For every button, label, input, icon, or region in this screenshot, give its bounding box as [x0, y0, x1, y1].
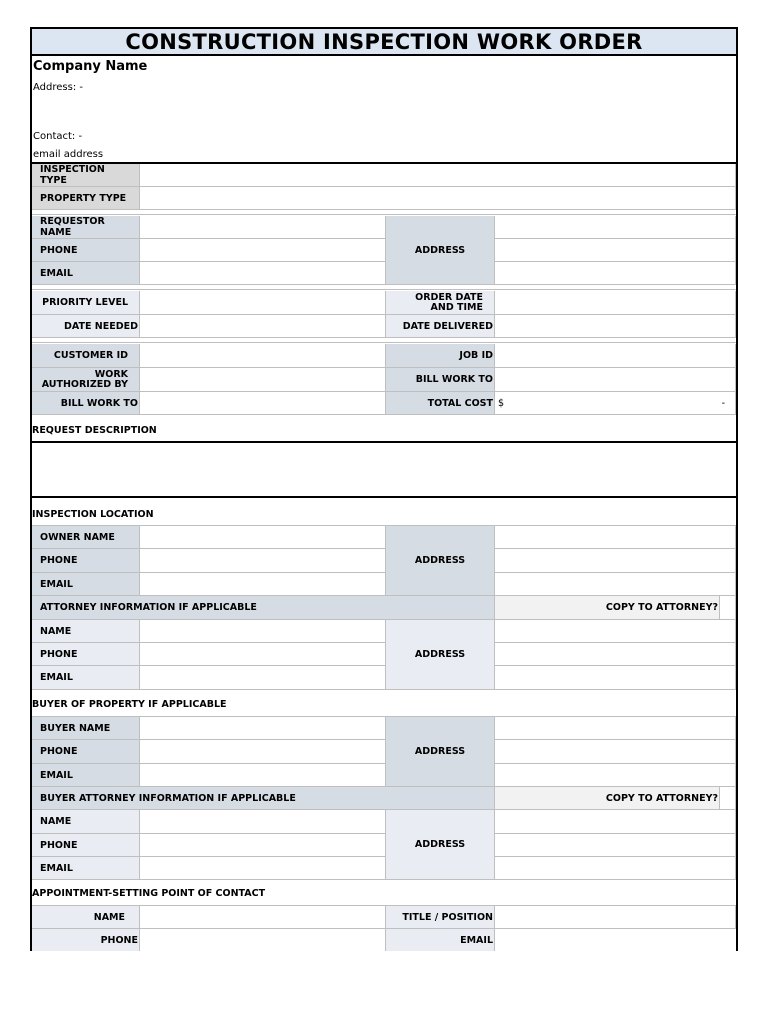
- attorney-phone-label: PHONE: [32, 643, 140, 666]
- buyer-address-line-3[interactable]: [495, 764, 736, 787]
- customer-id-label: CUSTOMER ID: [32, 344, 140, 368]
- divider: [32, 289, 736, 290]
- buyer-address-label: ADDRESS: [386, 717, 495, 787]
- owner-address-line-3[interactable]: [495, 573, 736, 596]
- buyer-attorney-address-line-2[interactable]: [495, 834, 736, 857]
- buyer-of-property-heading: BUYER OF PROPERTY IF APPLICABLE: [32, 699, 227, 710]
- requestor-address-line-3[interactable]: [495, 262, 736, 285]
- contact-phone-field[interactable]: [140, 929, 386, 951]
- attorney-email-field[interactable]: [140, 666, 386, 690]
- job-id-field[interactable]: [495, 344, 736, 368]
- title-position-label: TITLE / POSITION: [386, 906, 495, 929]
- attorney-name-label: NAME: [32, 620, 140, 643]
- bill-work-to-label-left: BILL WORK TO: [32, 392, 140, 415]
- owner-phone-label: PHONE: [32, 549, 140, 573]
- attorney-phone-field[interactable]: [140, 643, 386, 666]
- bill-work-to-field-right[interactable]: [495, 368, 736, 392]
- contact-name-label: NAME: [32, 906, 140, 929]
- contact-email-field[interactable]: [495, 929, 736, 951]
- buyer-attorney-phone-label: PHONE: [32, 834, 140, 857]
- buyer-email-label: EMAIL: [32, 764, 140, 787]
- buyer-attorney-email-label: EMAIL: [32, 857, 140, 880]
- total-cost-value: -: [721, 397, 725, 409]
- buyer-attorney-phone-field[interactable]: [140, 834, 386, 857]
- attorney-address-line-3[interactable]: [495, 666, 736, 690]
- total-cost-field[interactable]: [495, 392, 736, 415]
- owner-email-label: EMAIL: [32, 573, 140, 596]
- date-needed-field[interactable]: [140, 315, 386, 338]
- owner-address-line-1[interactable]: [495, 526, 736, 549]
- order-date-time-label: ORDER DATE AND TIME: [386, 291, 495, 315]
- requestor-phone-field[interactable]: [140, 239, 386, 262]
- attorney-email-label: EMAIL: [32, 666, 140, 690]
- buyer-attorney-email-field[interactable]: [140, 857, 386, 880]
- attorney-address-label: ADDRESS: [386, 620, 495, 690]
- work-order-form: [30, 27, 738, 951]
- company-name: Company Name: [33, 59, 148, 74]
- company-address: Address: -: [33, 82, 83, 93]
- request-description-heading: REQUEST DESCRIPTION: [32, 424, 157, 436]
- inspection-type-label: INSPECTION TYPE: [32, 164, 140, 187]
- owner-phone-field[interactable]: [140, 549, 386, 573]
- owner-name-label: OWNER NAME: [32, 526, 140, 549]
- total-cost-label: TOTAL COST: [386, 392, 495, 415]
- attorney-address-line-1[interactable]: [495, 620, 736, 643]
- date-needed-label: DATE NEEDED: [32, 315, 140, 338]
- contact-name-field[interactable]: [140, 906, 386, 929]
- requestor-phone-label: PHONE: [32, 239, 140, 262]
- attorney-address-line-2[interactable]: [495, 643, 736, 666]
- customer-id-field[interactable]: [140, 344, 386, 368]
- buyer-name-field[interactable]: [140, 717, 386, 740]
- inspection-location-heading: INSPECTION LOCATION: [32, 508, 154, 520]
- company-contact: Contact: -: [33, 131, 83, 142]
- order-date-time-field[interactable]: [495, 291, 736, 315]
- buyer-email-field[interactable]: [140, 764, 386, 787]
- inspection-type-field[interactable]: [140, 164, 736, 187]
- requestor-address-label: ADDRESS: [386, 216, 495, 285]
- copy-to-attorney-label: COPY TO ATTORNEY?: [495, 596, 720, 620]
- buyer-phone-field[interactable]: [140, 740, 386, 764]
- date-delivered-field[interactable]: [495, 315, 736, 338]
- copy-to-attorney-field[interactable]: [720, 596, 736, 620]
- buyer-attorney-address-label: ADDRESS: [386, 810, 495, 880]
- owner-email-field[interactable]: [140, 573, 386, 596]
- buyer-name-label: BUYER NAME: [32, 717, 140, 740]
- owner-address-line-2[interactable]: [495, 549, 736, 573]
- title-position-field[interactable]: [495, 906, 736, 929]
- contact-email-label: EMAIL: [386, 929, 495, 951]
- attorney-info-heading: ATTORNEY INFORMATION IF APPLICABLE: [32, 596, 495, 620]
- buyer-attorney-name-label: NAME: [32, 810, 140, 834]
- bill-work-to-field-left[interactable]: [140, 392, 386, 415]
- buyer-copy-to-attorney-field[interactable]: [720, 787, 736, 810]
- bill-work-to-label-right: BILL WORK TO: [386, 368, 495, 392]
- divider: [32, 214, 736, 215]
- requestor-address-line-2[interactable]: [495, 239, 736, 262]
- work-authorized-by-label: WORK AUTHORIZED BY: [32, 368, 140, 392]
- buyer-attorney-name-field[interactable]: [140, 810, 386, 834]
- priority-level-label: PRIORITY LEVEL: [32, 291, 140, 315]
- request-description-field[interactable]: [32, 441, 736, 498]
- buyer-address-line-2[interactable]: [495, 740, 736, 764]
- buyer-attorney-info-heading: BUYER ATTORNEY INFORMATION IF APPLICABLE: [32, 787, 495, 810]
- property-type-field[interactable]: [140, 187, 736, 210]
- buyer-attorney-address-line-1[interactable]: [495, 810, 736, 834]
- attorney-name-field[interactable]: [140, 620, 386, 643]
- property-type-label: PROPERTY TYPE: [32, 187, 140, 210]
- requestor-address-line-1[interactable]: [495, 216, 736, 239]
- priority-level-field[interactable]: [140, 291, 386, 315]
- buyer-address-line-1[interactable]: [495, 717, 736, 740]
- requestor-email-label: EMAIL: [32, 262, 140, 285]
- work-authorized-by-field[interactable]: [140, 368, 386, 392]
- requestor-email-field[interactable]: [140, 262, 386, 285]
- divider: [32, 342, 736, 343]
- page-title: CONSTRUCTION INSPECTION WORK ORDER: [32, 29, 736, 56]
- currency-symbol: $: [498, 397, 505, 409]
- job-id-label: JOB ID: [386, 344, 495, 368]
- appointment-contact-heading: APPOINTMENT-SETTING POINT OF CONTACT: [32, 888, 266, 899]
- buyer-phone-label: PHONE: [32, 740, 140, 764]
- requestor-name-label: REQUESTOR NAME: [32, 216, 140, 239]
- requestor-name-field[interactable]: [140, 216, 386, 239]
- date-delivered-label: DATE DELIVERED: [386, 315, 495, 338]
- owner-name-field[interactable]: [140, 526, 386, 549]
- buyer-attorney-address-line-3[interactable]: [495, 857, 736, 880]
- buyer-copy-to-attorney-label: COPY TO ATTORNEY?: [495, 787, 720, 810]
- contact-phone-label: PHONE: [32, 929, 140, 951]
- owner-address-label: ADDRESS: [386, 526, 495, 596]
- company-email: email address: [33, 149, 104, 160]
